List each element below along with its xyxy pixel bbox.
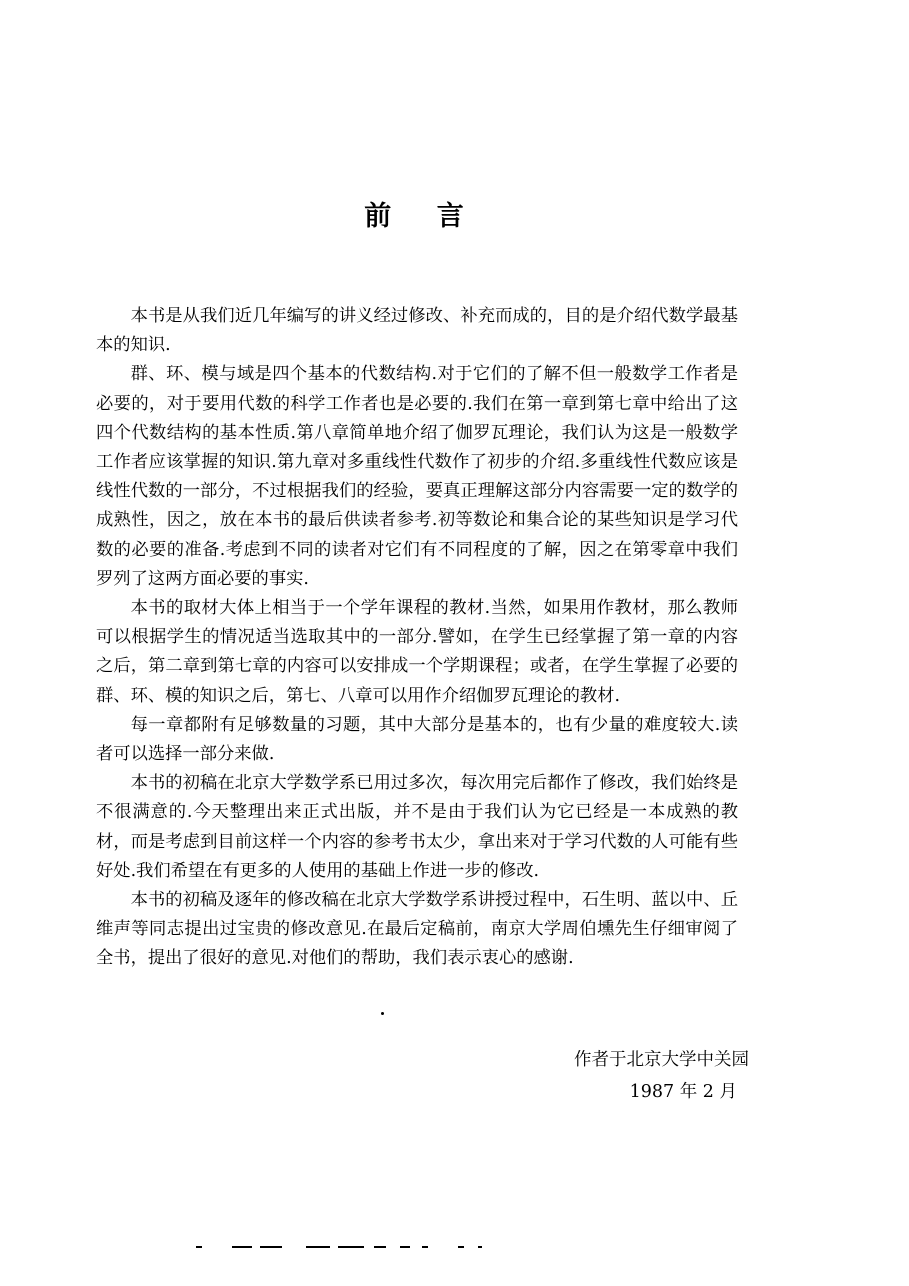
paragraph: 每一章都附有足够数量的习题，其中大部分是基本的，也有少量的难度较大.读者可以选择一部分来做. bbox=[96, 714, 738, 765]
paragraph: 本书的初稿及逐年的修改稿在北京大学数学系讲授过程中，石生明、蓝以中、丘维声等同志提出过宝贵的修改意见.在最后定稿前，南京大学周伯壎先生仔细审阅了全书，提出了很好的意见.对他们的帮助，我们表示衷心的感谢. bbox=[96, 890, 738, 969]
preface-body bbox=[96, 302, 738, 974]
paragraph: 本书的取材大体上相当于一个学年课程的教材.当然，如果用作教材，那么教师可以根据学生的情况适当选取其中的一部分.譬如，在学生已经掌握了第一章的内容之后，第二章到第七章的内容可以安排成一个学期课程；或者，在学生掌握了必要的群、环、模的知识之后，第七、八章可以用作介绍伽罗瓦理论的教材. bbox=[96, 598, 738, 706]
signature-block bbox=[574, 1044, 749, 1108]
paragraph: 本书是从我们近几年编写的讲义经过修改、补充而成的，目的是介绍代数学最基本的知识. bbox=[96, 306, 738, 356]
paragraph: 本书的初稿在北京大学数学系已用过多次，每次用完后都作了修改，我们始终是不很满意的.今天整理出来正式出版，并不是由于我们认为它已经是一本成熟的教材，而是考虑到目前这样一个内容的参考书太少，拿出来对于学习代数的人可能有些好处.我们希望在有更多的人使用的基础上作进一步的修改. bbox=[96, 773, 738, 881]
page-title: 前 言 bbox=[364, 201, 482, 232]
signature-date: 1987 年 2 月 bbox=[629, 1082, 737, 1102]
signature-author: 作者于北京大学中关园 bbox=[574, 1050, 749, 1070]
stray-dot bbox=[381, 1012, 384, 1015]
scan-artifact-marks bbox=[196, 1244, 496, 1250]
paragraph: 群、环、模与域是四个基本的代数结构.对于它们的了解不但一般数学工作者是必要的，对于要用代数的科学工作者也是必要的.我们在第一章到第七章中给出了这四个代数结构的基本性质.第八章简单地介绍了伽罗瓦理论，我们认为这是一般数学工作者应该掌握的知识.第九章对多重线性代数作了初步的介绍.多重线性代数应该是线性代数的一部分，不过根据我们的经验，要真正理解这部分内容需要一定的数学的成熟性，因之，放在本书的最后供读者参考.初等数论和集合论的某些知识是学习代数的必要的准备.考虑到不同的读者对它们有不同程度的了解，因之在第零章中我们罗列了这两方面必要的事实. bbox=[96, 364, 738, 589]
